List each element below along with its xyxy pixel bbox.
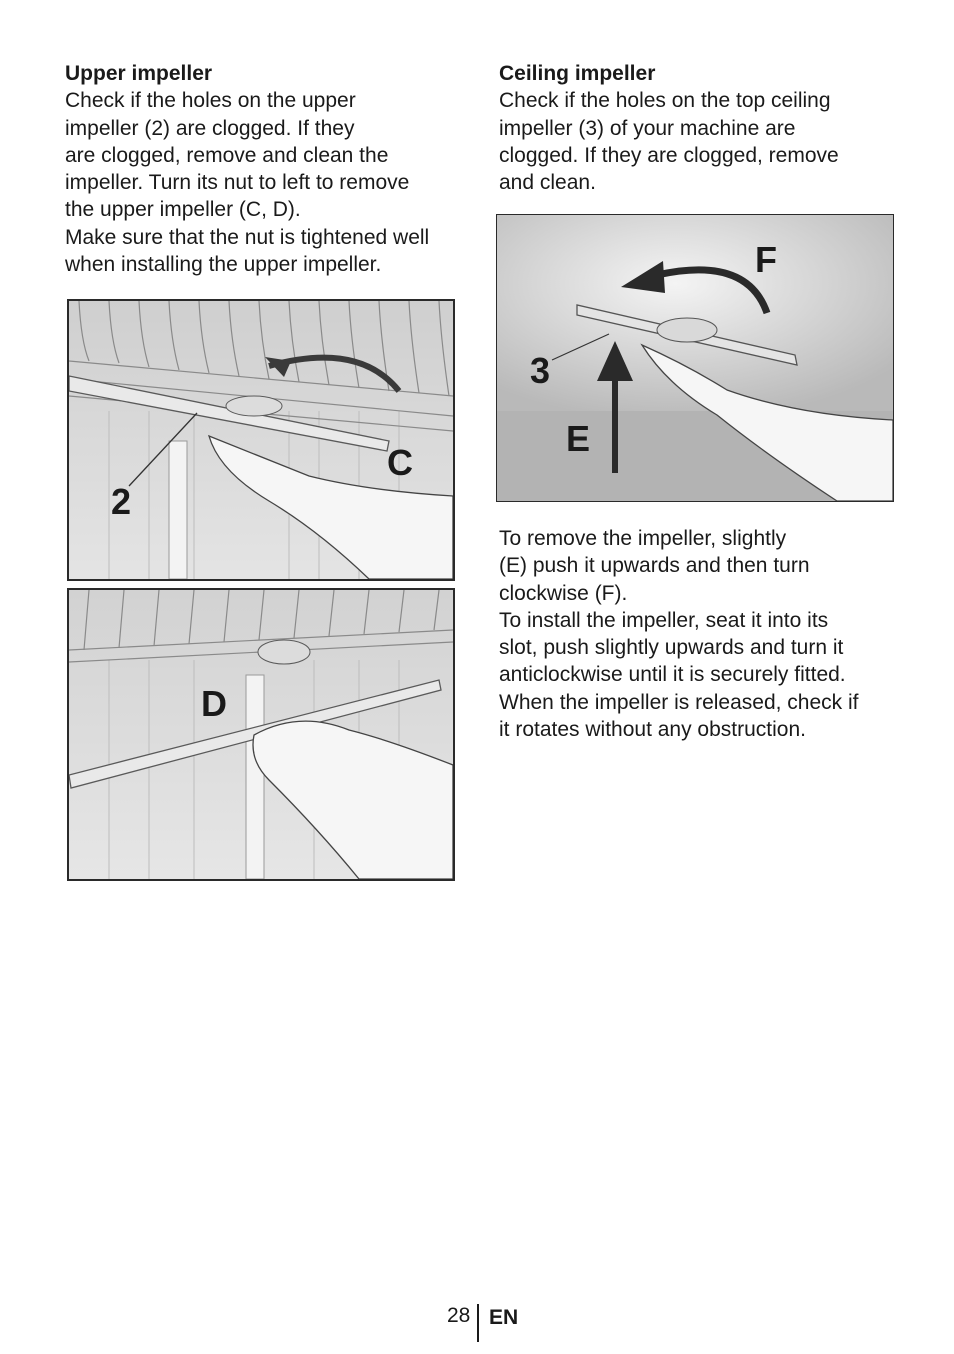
upper-impeller-section (65, 60, 465, 278)
ceiling-impeller-heading: Ceiling impeller (499, 62, 656, 85)
callout-number-2: 2 (111, 481, 132, 522)
upper-impeller-figure-d (67, 588, 455, 881)
removal-instructions (499, 525, 859, 743)
page-footer (0, 1300, 954, 1344)
upper-impeller-text-line: Check if the holes on the upper (65, 89, 356, 113)
instruction-line: To install the impeller, seat it into its (499, 608, 829, 632)
ceiling-impeller-text-line: impeller (3) of your machine are (499, 116, 796, 140)
feed-pipe (169, 441, 187, 579)
impeller-hub (657, 318, 717, 342)
upper-impeller-text-line: impeller. Turn its nut to left to remove (65, 171, 410, 195)
step-label-f: F (755, 239, 777, 280)
instruction-line: it rotates without any obstruction. (499, 718, 806, 742)
footer-divider (477, 1304, 479, 1342)
ceiling-impeller-text-line: and clean. (499, 171, 596, 195)
upper-impeller-figure-c (67, 299, 455, 581)
upper-impeller-text-line: when installing the upper impeller. (65, 253, 382, 277)
figure-c-illustration (69, 301, 453, 579)
language-code: EN (489, 1306, 519, 1329)
instruction-line: To remove the impeller, slightly (499, 527, 787, 550)
callout-number-3: 3 (530, 350, 551, 391)
upper-impeller-text-line: the upper impeller (C, D). (65, 198, 301, 222)
step-label-d: D (201, 683, 227, 724)
upper-impeller-heading: Upper impeller (65, 62, 213, 85)
ceiling-impeller-figure (496, 214, 894, 502)
figure-ef-illustration (497, 215, 893, 501)
instruction-line: slot, push slightly upwards and turn it (499, 636, 844, 660)
instruction-line: (E) push it upwards and then turn (499, 554, 810, 578)
ceiling-impeller-text-line: clogged. If they are clogged, remove (499, 143, 839, 167)
step-label-c: C (387, 442, 413, 483)
step-label-e: E (566, 418, 591, 459)
instruction-line: clockwise (F). (499, 581, 628, 605)
upper-impeller-text-line: are clogged, remove and clean the (65, 143, 389, 167)
figure-d-illustration (69, 590, 453, 879)
feed-pipe (246, 675, 264, 879)
impeller-hub (226, 396, 282, 416)
ceiling-impeller-section (499, 60, 899, 196)
instruction-line: When the impeller is released, check if (499, 690, 859, 714)
page-number: 28 (447, 1304, 471, 1327)
upper-impeller-text-line: Make sure that the nut is tightened well (65, 225, 430, 249)
instruction-line: anticlockwise until it is securely fitted. (499, 663, 846, 687)
ceiling-impeller-text-line: Check if the holes on the top ceiling (499, 89, 831, 113)
impeller-hub (258, 640, 310, 664)
upper-impeller-text-line: impeller (2) are clogged. If they (65, 116, 355, 140)
